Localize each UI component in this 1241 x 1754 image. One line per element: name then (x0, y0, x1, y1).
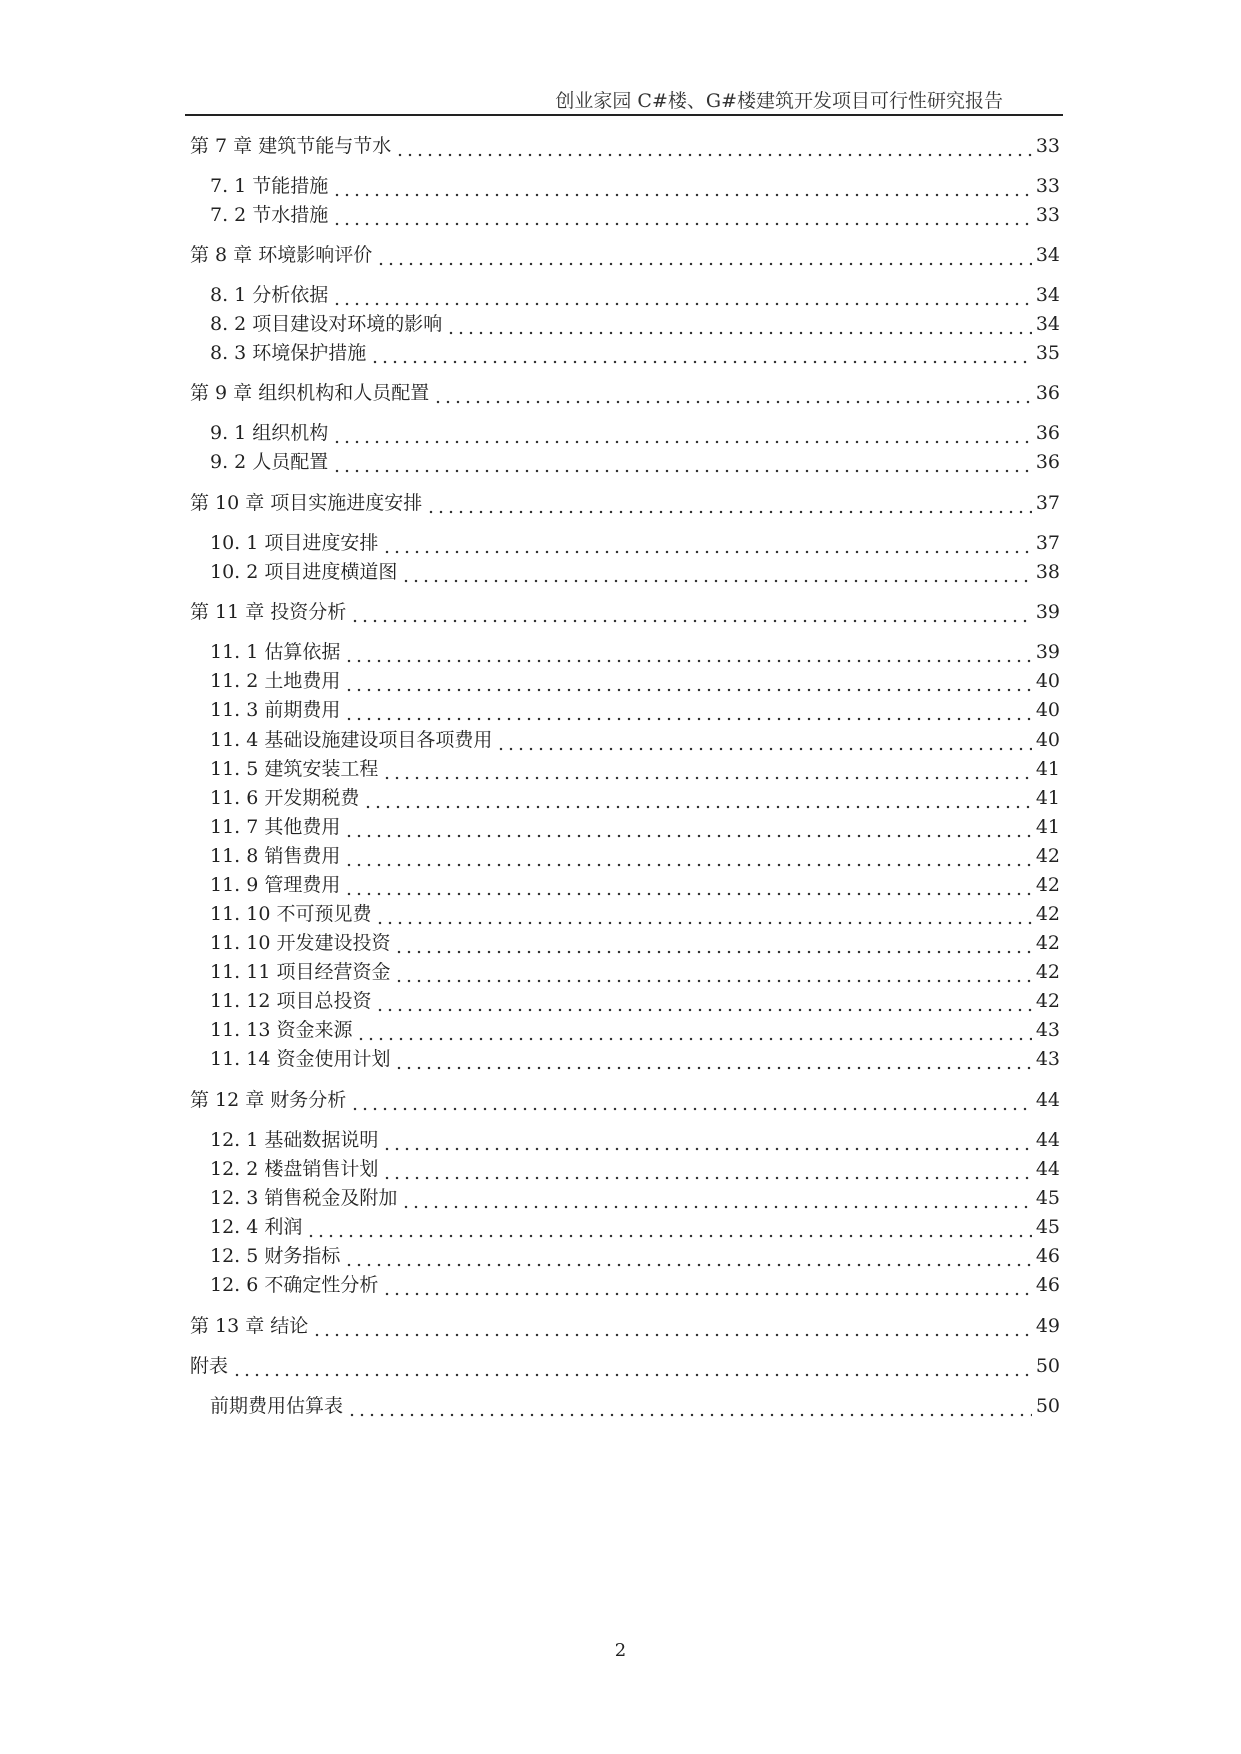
toc-page-number: 44 (1035, 1158, 1060, 1180)
toc-section-entry[interactable] (210, 335, 1060, 365)
toc-page-number: 39 (1035, 601, 1060, 623)
toc-dot-leader (382, 1163, 1031, 1181)
toc-section-entry[interactable] (210, 1151, 1060, 1181)
toc-entry-label: 11. 7 其他费用 (210, 816, 341, 838)
toc-dot-leader (370, 347, 1032, 365)
toc-dot-leader (332, 289, 1032, 307)
toc-dot-leader (382, 537, 1031, 555)
toc-entry-label: 第 11 章 投资分析 (190, 601, 347, 623)
toc-section-entry[interactable] (210, 554, 1060, 584)
toc-chapter-entry[interactable] (190, 128, 1060, 158)
toc-dot-leader (375, 995, 1031, 1013)
toc-chapter-entry[interactable] (190, 594, 1060, 624)
toc-entry-label: 9. 2 人员配置 (210, 451, 329, 473)
toc-entry-label: 第 12 章 财务分析 (190, 1089, 347, 1111)
toc-entry-label: 第 10 章 项目实施进度安排 (190, 492, 423, 514)
toc-page-number: 37 (1035, 492, 1060, 514)
toc-page-number: 43 (1035, 1019, 1060, 1041)
toc-entry-label: 12. 1 基础数据说明 (210, 1129, 379, 1151)
toc-dot-leader (350, 606, 1032, 624)
toc-entry-label: 8. 2 项目建设对环境的影响 (210, 313, 443, 335)
toc-page-number: 36 (1035, 382, 1060, 404)
toc-page-number: 50 (1035, 1395, 1060, 1417)
toc-section-entry[interactable] (210, 444, 1060, 474)
toc-page-number: 35 (1035, 342, 1060, 364)
toc-page-number: 42 (1035, 932, 1060, 954)
toc-page-number: 34 (1035, 313, 1060, 335)
toc-chapter-entry[interactable] (190, 237, 1060, 267)
toc-section-entry[interactable] (210, 525, 1060, 555)
toc-section-entry[interactable] (210, 1238, 1060, 1268)
toc-section-entry[interactable] (210, 1122, 1060, 1152)
toc-entry-label: 11. 5 建筑安装工程 (210, 758, 379, 780)
toc-dot-leader (344, 646, 1031, 664)
toc-dot-leader (382, 763, 1031, 781)
toc-entry-label: 11. 3 前期费用 (210, 699, 341, 721)
toc-page-number: 33 (1035, 204, 1060, 226)
toc-entry-label: 10. 2 项目进度横道图 (210, 561, 398, 583)
toc-page-number: 46 (1035, 1245, 1060, 1267)
toc-page-number: 42 (1035, 903, 1060, 925)
toc-page-number: 38 (1035, 561, 1060, 583)
toc-section-entry[interactable] (210, 925, 1060, 955)
toc-chapter-entry[interactable] (190, 485, 1060, 515)
toc-section-entry[interactable] (210, 954, 1060, 984)
toc-chapter-entry[interactable] (190, 1082, 1060, 1112)
toc-page-number: 49 (1035, 1315, 1060, 1337)
toc-section-entry[interactable] (210, 306, 1060, 336)
toc-page-number: 42 (1035, 961, 1060, 983)
toc-entry-label: 11. 10 不可预见费 (210, 903, 372, 925)
toc-section-entry[interactable] (210, 168, 1060, 198)
toc-section-entry[interactable] (210, 197, 1060, 227)
toc-entry-label: 11. 11 项目经营资金 (210, 961, 391, 983)
toc-page-number: 42 (1035, 990, 1060, 1012)
toc-dot-leader (446, 318, 1032, 336)
toc-section-entry[interactable] (210, 809, 1060, 839)
toc-section-entry[interactable] (210, 751, 1060, 781)
toc-entry-label: 11. 4 基础设施建设项目各项费用 (210, 729, 493, 751)
toc-dot-leader (382, 1279, 1031, 1297)
toc-page-number: 34 (1035, 244, 1060, 266)
toc-page-number: 34 (1035, 284, 1060, 306)
toc-dot-leader (401, 1192, 1031, 1210)
toc-entry-label: 12. 3 销售税金及附加 (210, 1187, 398, 1209)
toc-section-entry[interactable] (210, 780, 1060, 810)
toc-dot-leader (312, 1320, 1032, 1338)
toc-dot-leader (350, 1094, 1032, 1112)
toc-page-number: 43 (1035, 1048, 1060, 1070)
toc-section-entry[interactable] (210, 277, 1060, 307)
toc-entry-label: 11. 1 估算依据 (210, 641, 341, 663)
toc-entry-label: 前期费用估算表 (210, 1395, 344, 1417)
toc-entry-label: 第 9 章 组织机构和人员配置 (190, 382, 430, 404)
toc-entry-label: 8. 1 分析依据 (210, 284, 329, 306)
toc-section-entry[interactable] (210, 1209, 1060, 1239)
toc-section-entry[interactable] (210, 692, 1060, 722)
toc-dot-leader (344, 821, 1031, 839)
toc-dot-leader (344, 704, 1031, 722)
toc-page-number: 41 (1035, 758, 1060, 780)
toc-page-number: 36 (1035, 422, 1060, 444)
toc-entry-label: 第 8 章 环境影响评价 (190, 244, 373, 266)
toc-dot-leader (394, 1053, 1031, 1071)
toc-dot-leader (332, 180, 1032, 198)
toc-dot-leader (344, 675, 1031, 693)
toc-entry-label: 12. 6 不确定性分析 (210, 1274, 379, 1296)
toc-entry-label: 11. 8 销售费用 (210, 845, 341, 867)
toc-entry-label: 9. 1 组织机构 (210, 422, 329, 444)
toc-page-number: 45 (1035, 1216, 1060, 1238)
toc-entry-label: 12. 2 楼盘销售计划 (210, 1158, 379, 1180)
toc-dot-leader (496, 734, 1031, 752)
toc-page-number: 42 (1035, 874, 1060, 896)
toc-section-entry[interactable] (210, 1041, 1060, 1071)
toc-dot-leader (363, 792, 1031, 810)
toc-dot-leader (344, 879, 1031, 897)
toc-chapter-entry[interactable] (190, 1348, 1060, 1378)
toc-page-number: 41 (1035, 816, 1060, 838)
toc-entry-label: 12. 5 财务指标 (210, 1245, 341, 1267)
toc-dot-leader (401, 566, 1031, 584)
toc-dot-leader (344, 850, 1031, 868)
toc-chapter-entry[interactable] (190, 1308, 1060, 1338)
toc-section-entry[interactable] (210, 1267, 1060, 1297)
toc-section-entry[interactable] (210, 634, 1060, 664)
toc-page-number: 50 (1035, 1355, 1060, 1377)
toc-section-entry[interactable] (210, 838, 1060, 868)
toc-page-number: 40 (1035, 729, 1060, 751)
toc-page-number: 42 (1035, 845, 1060, 867)
toc-dot-leader (426, 497, 1032, 515)
toc-entry-label: 11. 12 项目总投资 (210, 990, 372, 1012)
toc-section-entry[interactable] (210, 663, 1060, 693)
toc-page-number: 36 (1035, 451, 1060, 473)
toc-entry-label: 7. 1 节能措施 (210, 175, 329, 197)
toc-page-number: 33 (1035, 175, 1060, 197)
toc-section-entry[interactable] (210, 1388, 1060, 1418)
toc-section-entry[interactable] (210, 722, 1060, 752)
toc-dot-leader (394, 966, 1031, 984)
toc-dot-leader (395, 140, 1032, 158)
page-number: 2 (614, 1640, 627, 1661)
toc-section-entry[interactable] (210, 896, 1060, 926)
toc-page-number: 44 (1035, 1089, 1060, 1111)
toc-dot-leader (376, 249, 1032, 267)
document-title: 创业家园 C#楼、G#楼建筑开发项目可行性研究报告 (555, 90, 1003, 112)
toc-page-number: 45 (1035, 1187, 1060, 1209)
toc-section-entry[interactable] (210, 867, 1060, 897)
toc-dot-leader (394, 937, 1031, 955)
toc-section-entry[interactable] (210, 983, 1060, 1013)
toc-section-entry[interactable] (210, 1012, 1060, 1042)
toc-dot-leader (306, 1221, 1031, 1239)
toc-page-number: 41 (1035, 787, 1060, 809)
toc-dot-leader (344, 1250, 1031, 1268)
toc-dot-leader (332, 209, 1032, 227)
toc-dot-leader (332, 427, 1032, 445)
toc-page-number: 40 (1035, 699, 1060, 721)
toc-section-entry[interactable] (210, 1180, 1060, 1210)
toc-dot-leader (375, 908, 1031, 926)
toc-page-number: 44 (1035, 1129, 1060, 1151)
toc-entry-label: 第 13 章 结论 (190, 1315, 309, 1337)
toc-page-number: 39 (1035, 641, 1060, 663)
toc-entry-label: 8. 3 环境保护措施 (210, 342, 367, 364)
toc-entry-label: 10. 1 项目进度安排 (210, 532, 379, 554)
toc-entry-label: 11. 10 开发建设投资 (210, 932, 391, 954)
toc-page-number: 40 (1035, 670, 1060, 692)
toc-entry-label: 12. 4 利润 (210, 1216, 303, 1238)
toc-entry-label: 11. 13 资金来源 (210, 1019, 353, 1041)
toc-section-entry[interactable] (210, 415, 1060, 445)
toc-dot-leader (347, 1400, 1032, 1418)
toc-entry-label: 11. 6 开发期税费 (210, 787, 360, 809)
toc-entry-label: 附表 (190, 1355, 229, 1377)
toc-dot-leader (332, 456, 1032, 474)
toc-dot-leader (433, 387, 1032, 405)
toc-entry-label: 11. 9 管理费用 (210, 874, 341, 896)
toc-dot-leader (382, 1134, 1031, 1152)
toc-entry-label: 7. 2 节水措施 (210, 204, 329, 226)
toc-page-number: 46 (1035, 1274, 1060, 1296)
toc-entry-label: 11. 14 资金使用计划 (210, 1048, 391, 1070)
toc-page-number: 37 (1035, 532, 1060, 554)
toc-entry-label: 第 7 章 建筑节能与节水 (190, 135, 392, 157)
toc-dot-leader (232, 1360, 1032, 1378)
toc-dot-leader (356, 1024, 1031, 1042)
toc-entry-label: 11. 2 土地费用 (210, 670, 341, 692)
toc-page-number: 33 (1035, 135, 1060, 157)
toc-chapter-entry[interactable] (190, 375, 1060, 405)
